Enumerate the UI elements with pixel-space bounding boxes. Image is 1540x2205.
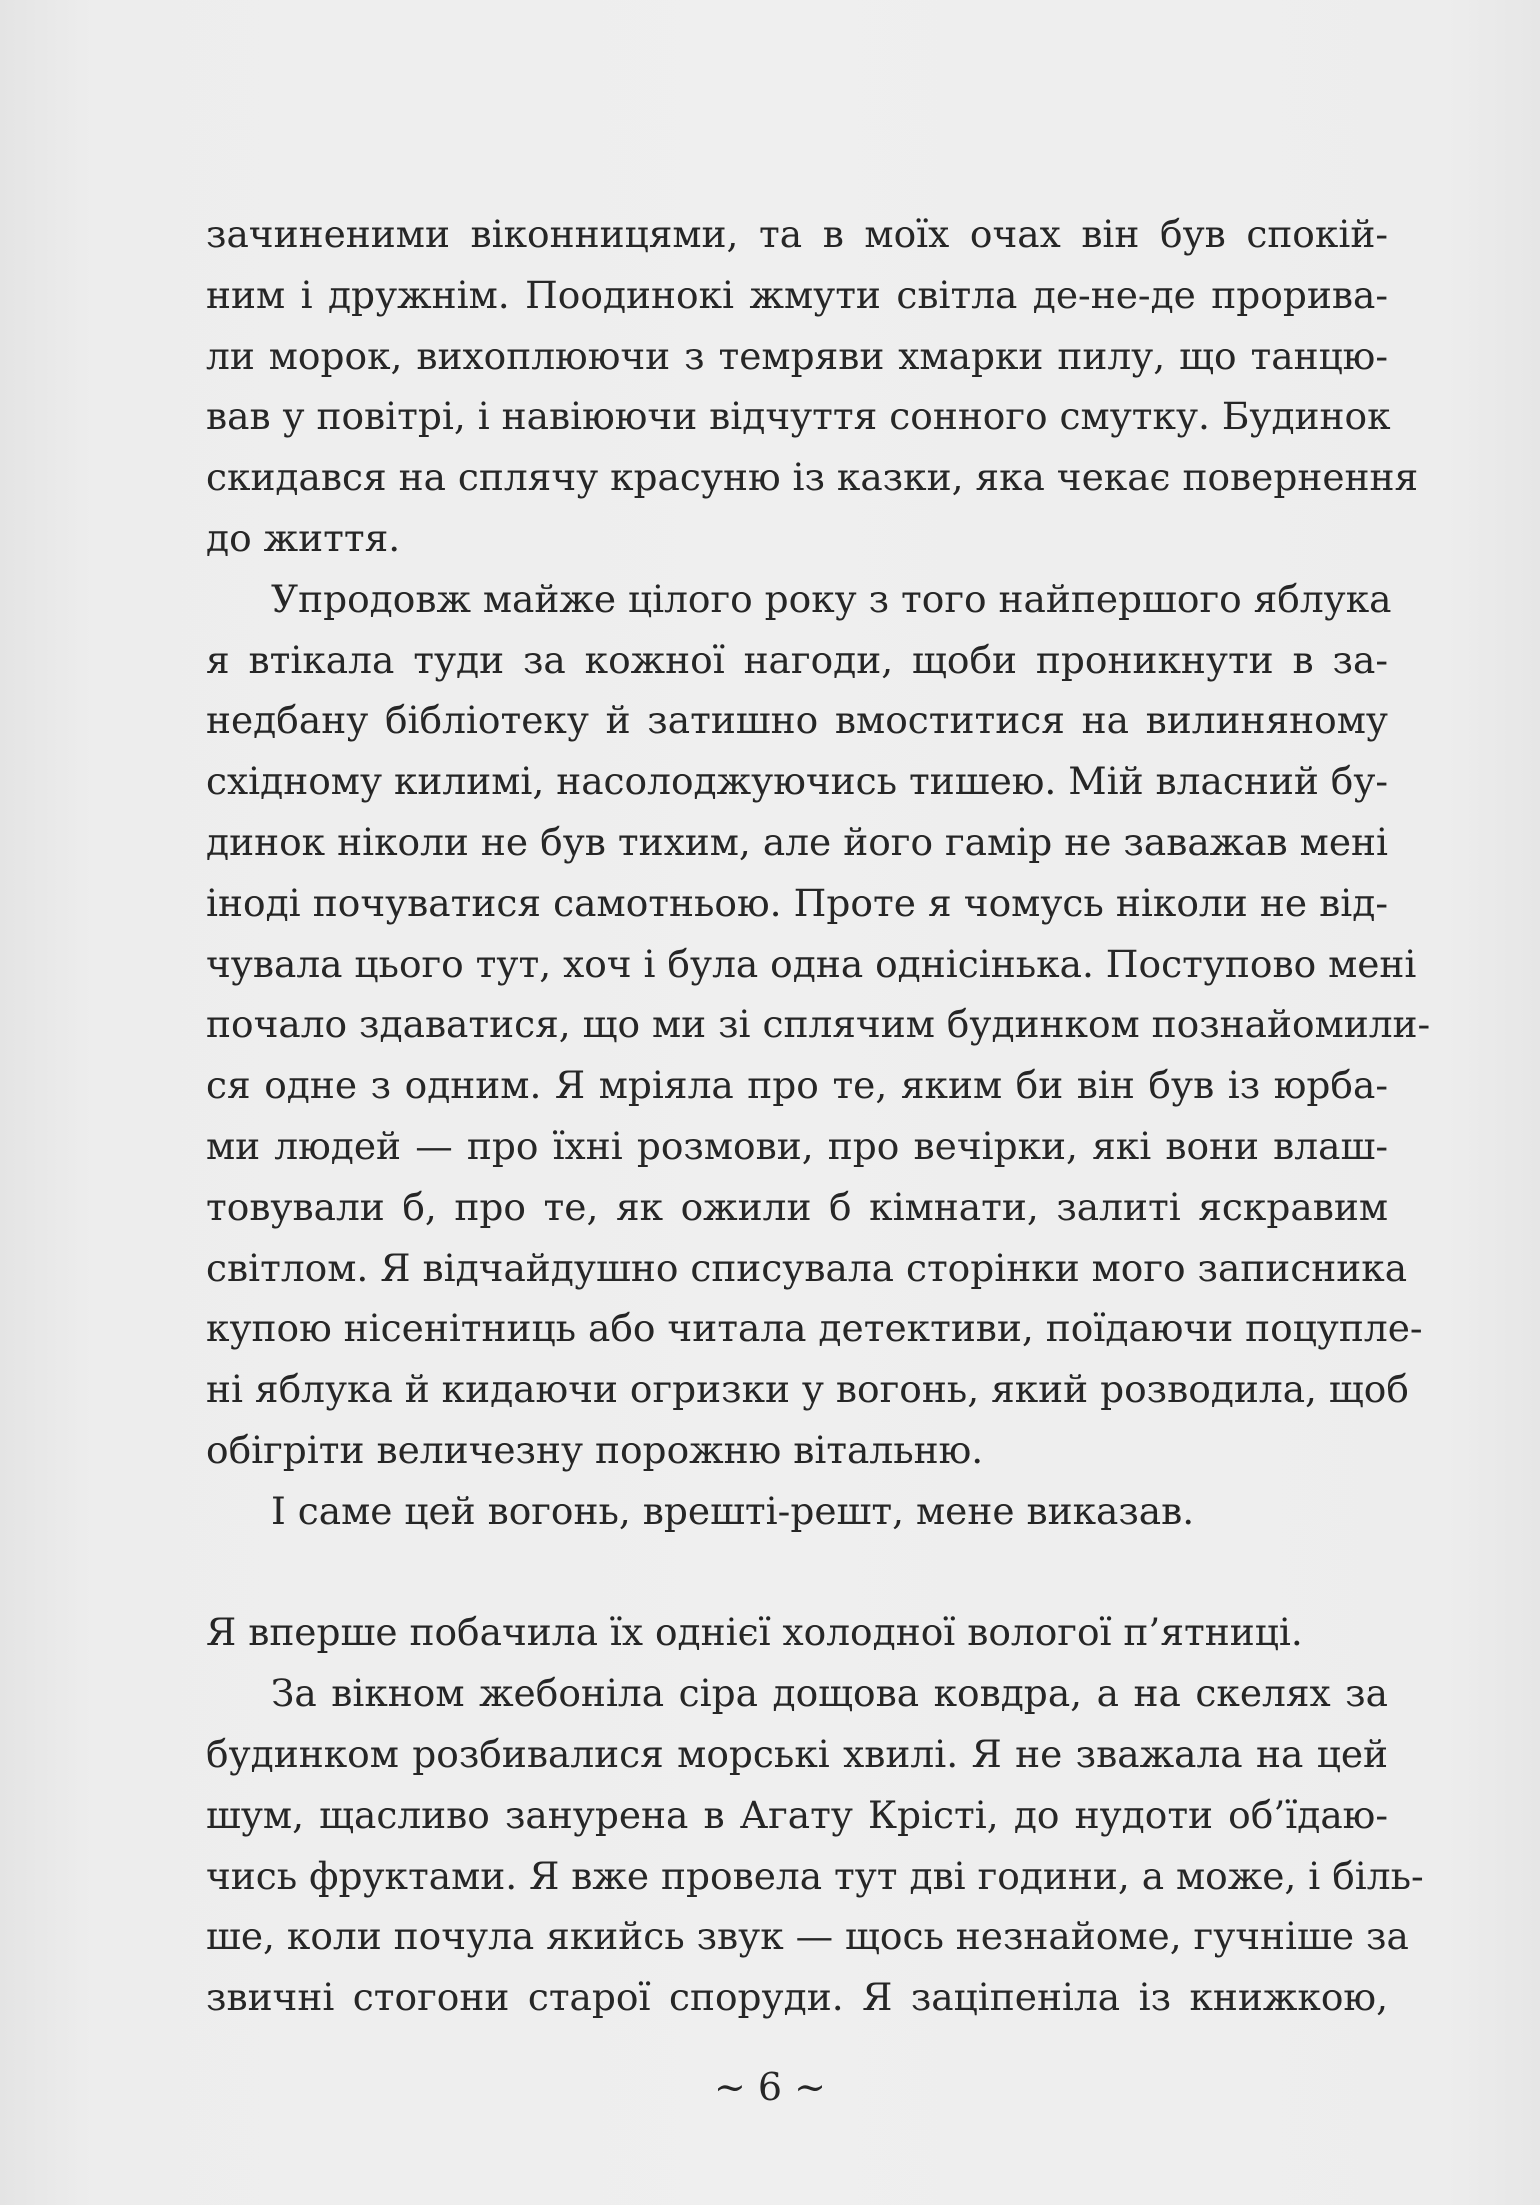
text-line: зачиненими віконницями, та в моїх очах він був спокій- bbox=[206, 212, 1388, 256]
text-line: обігріти величезну порожню вітальню. bbox=[206, 1427, 984, 1472]
text-line: ше, коли почула якийсь звук — щось незнайоме, гучніше за bbox=[206, 1914, 1409, 1959]
text-line: Я вперше побачила їх однієї холодної вологої п’ятниці. bbox=[206, 1610, 1303, 1655]
text-line: ся одне з одним. Я мріяла про те, яким би він був із юрба- bbox=[206, 1063, 1388, 1108]
text-line: почало здаватися, що ми зі сплячим будинком познайомили- bbox=[206, 1002, 1431, 1047]
body-text bbox=[206, 204, 1431, 2028]
text-line: звичні стогони старої споруди. Я заціпеніла із книжкою, bbox=[206, 1975, 1388, 2020]
text-line: недбану бібліотеку й затишно вмоститися на вилиняному bbox=[206, 698, 1388, 743]
text-line: чувала цього тут, хоч і була одна однісінька. Поступово мені bbox=[206, 941, 1417, 986]
text-line: динок ніколи не був тихим, але його гамір не заважав мені bbox=[206, 819, 1388, 864]
text-line: шум, щасливо занурена в Агату Крісті, до нудоти об’їдаю- bbox=[206, 1792, 1388, 1837]
text-line: ним і дружнім. Поодинокі жмути світла де-не-де прорива- bbox=[206, 272, 1388, 317]
page-number: ~ 6 ~ bbox=[713, 2065, 826, 2109]
text-line: я втікала туди за кожної нагоди, щоби проникнути в за- bbox=[206, 637, 1388, 682]
section-break bbox=[206, 1542, 1388, 1603]
text-line: скидався на сплячу красуню із казки, яка чекає повернення bbox=[206, 455, 1419, 500]
text-line: Упродовж майже цілого року з того найпершого яблука bbox=[271, 576, 1392, 621]
text-line: східному килимі, насолоджуючись тишею. Мій власний бу- bbox=[206, 759, 1389, 804]
text-line: купою нісенітниць або читала детективи, поїдаючи поцупле- bbox=[206, 1306, 1423, 1351]
text-line: І саме цей вогонь, врешті-решт, мене виказав. bbox=[271, 1488, 1195, 1533]
text-line: ли морок, вихоплюючи з темряви хмарки пилу, що танцю- bbox=[206, 333, 1388, 378]
text-line: будинком розбивалися морські хвилі. Я не зважала на цей bbox=[206, 1731, 1388, 1776]
text-line: ми людей — про їхні розмови, про вечірки, які вони влаш- bbox=[206, 1123, 1388, 1168]
text-line: вав у повітрі, і навіюючи відчуття сонного смутку. Будинок bbox=[206, 394, 1391, 439]
text-line: світлом. Я відчайдушно списувала сторінки мого записника bbox=[206, 1245, 1408, 1290]
text-line: ні яблука й кидаючи огризки у вогонь, який розводила, щоб bbox=[206, 1367, 1409, 1412]
text-line: товували б, про те, як ожили б кімнати, залиті яскравим bbox=[206, 1184, 1388, 1229]
text-line: За вікном жебоніла сіра дощова ковдра, а на скелях за bbox=[271, 1671, 1388, 1716]
text-line: до життя. bbox=[206, 515, 401, 560]
text-line: іноді почуватися самотньою. Проте я чомусь ніколи не від- bbox=[206, 880, 1388, 925]
text-line: чись фруктами. Я вже провела тут дві години, а може, і біль- bbox=[206, 1853, 1424, 1898]
